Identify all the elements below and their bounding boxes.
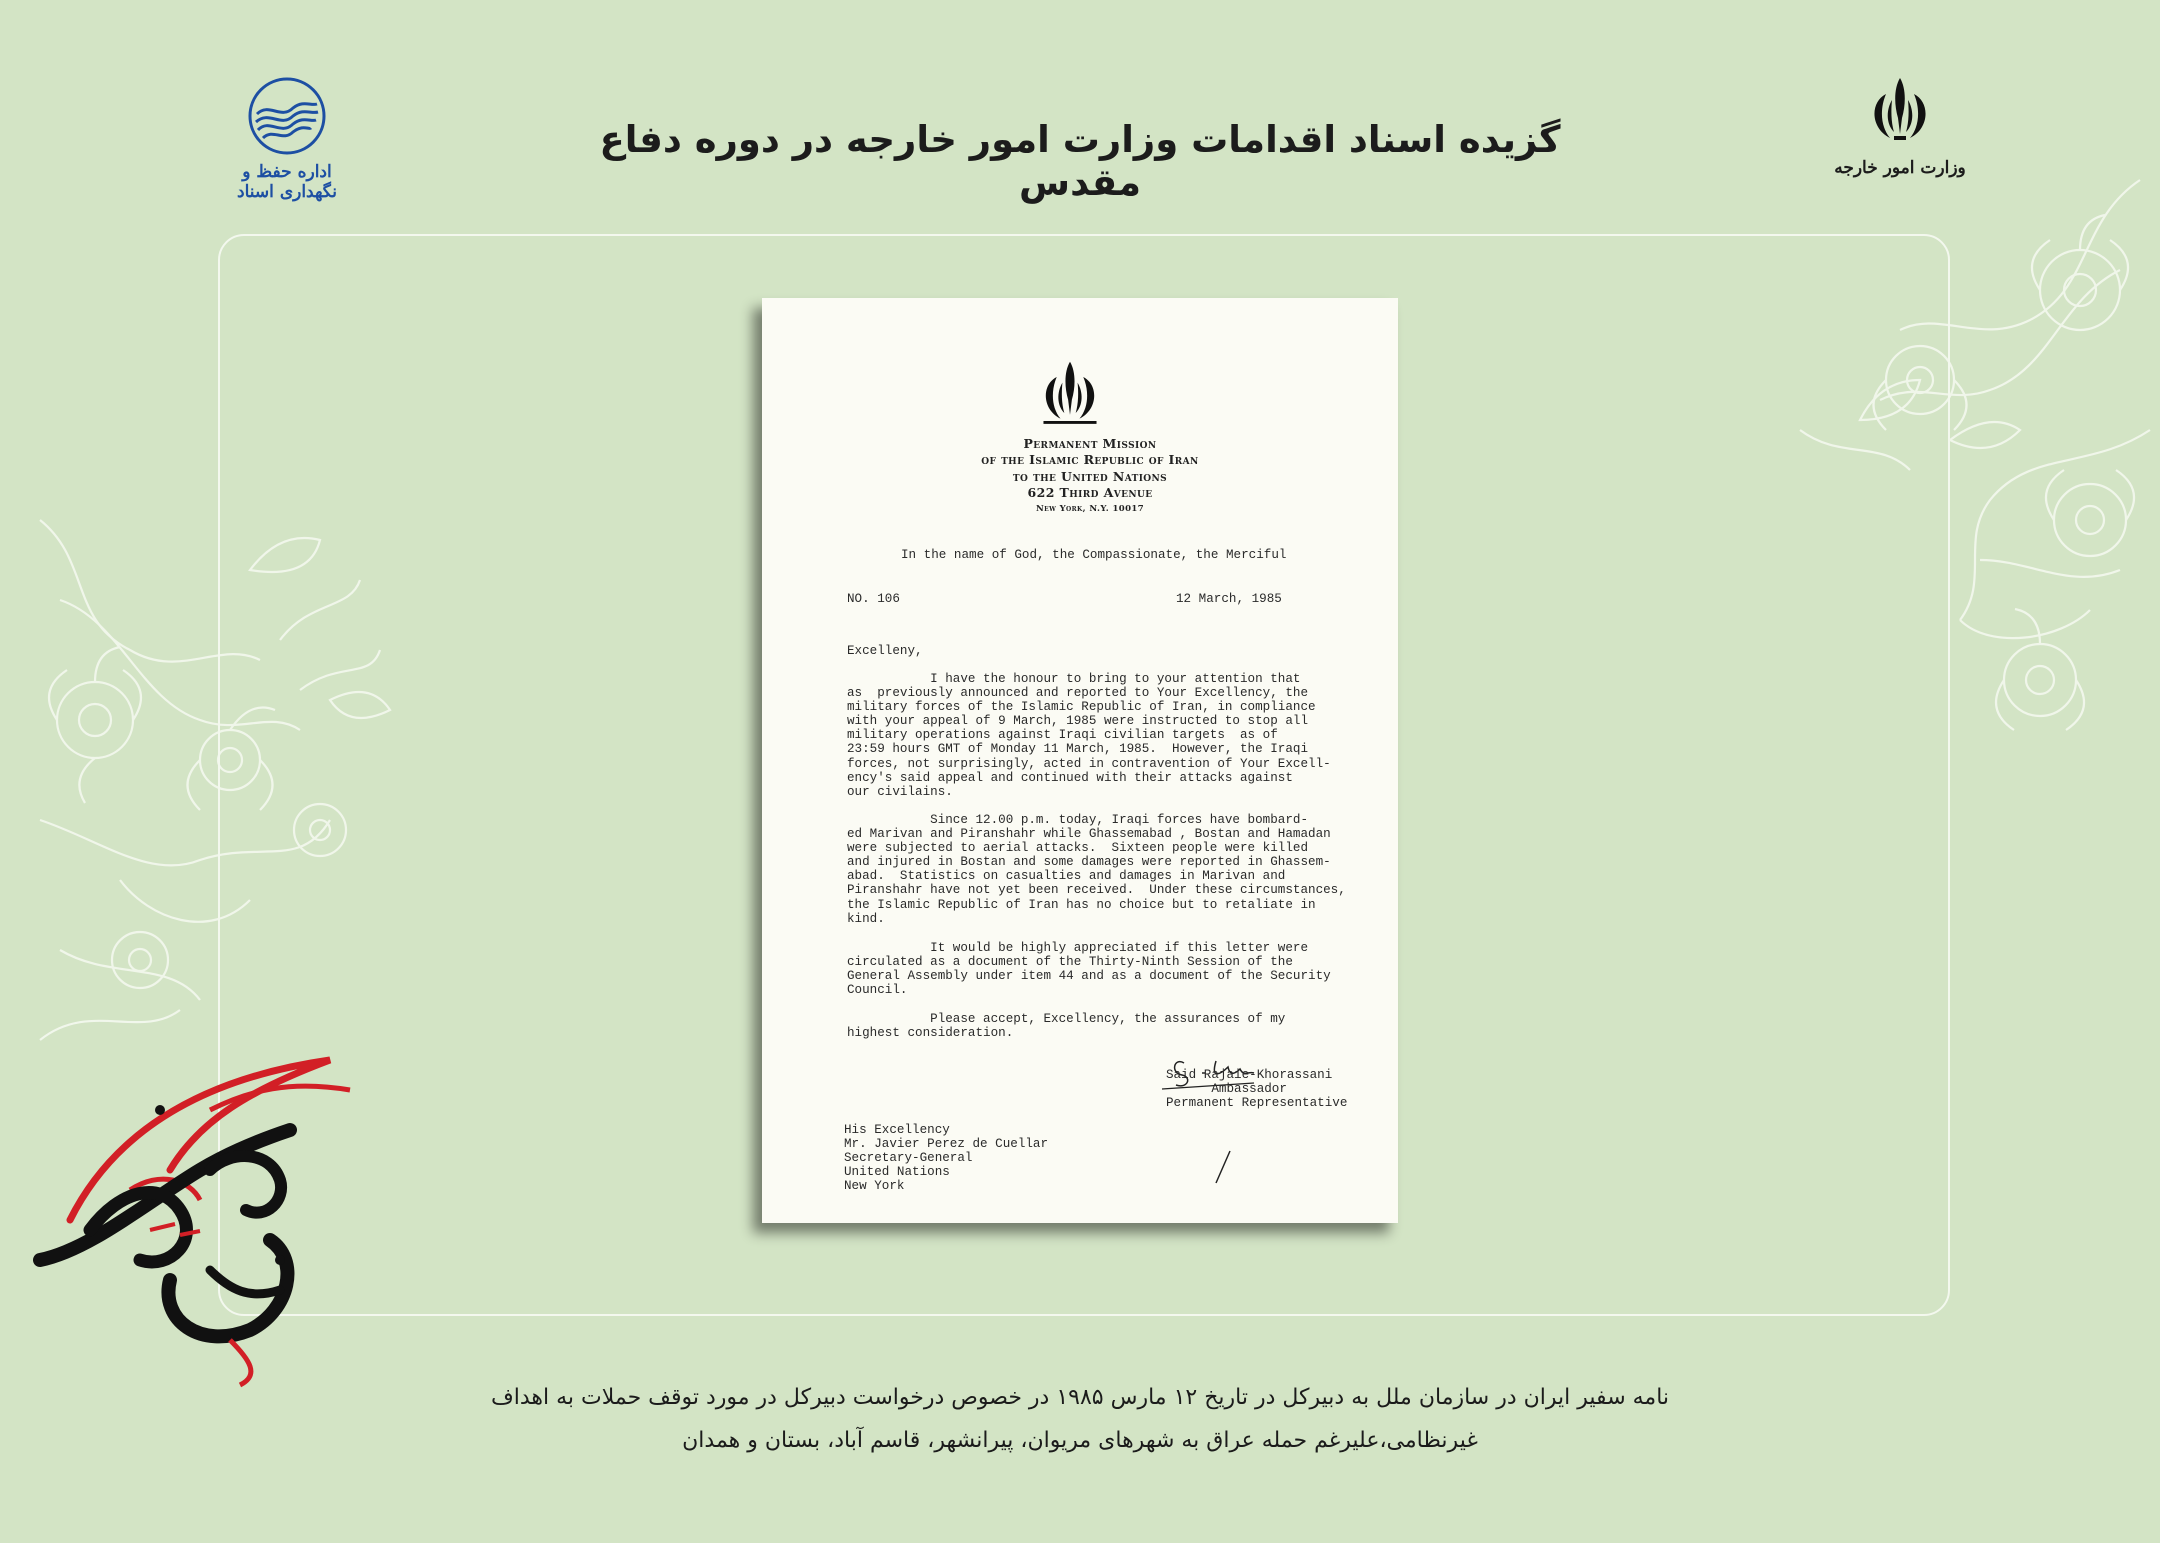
archive-department-logo [212, 76, 362, 202]
letter-number: NO. 106 [847, 592, 900, 606]
document-caption [330, 1376, 1830, 1462]
letter-paragraph-2: Since 12.00 p.m. today, Iraqi forces have bombard- ed Marivan and Piranshahr while Ghassemabad , Bostan and Hamadan were subjected to aerial attacks. Sixteen people were killed and injured in Bostan and some damages were reported in Ghassem- abad. Statistics on casualties and damages in Marivan and Piranshahr have not yet been received. Under these circumstances, the Islamic Republic of Iran has no choice but to retaliate in kind. [847, 813, 1346, 926]
wave-circle-icon [247, 76, 327, 156]
letter-paragraph-3: It would be highly appreciated if this letter were circulated as a document of the Thirty-Ninth Session of the General Assembly under item 44 and as a document of the Security Council. [847, 941, 1331, 998]
letter-greeting: Excelleny, [847, 644, 923, 658]
foreign-ministry-logo [1830, 74, 1970, 178]
page-title: گزیده اسناد اقدامات وزارت امور خارجه در دوره دفاع مقدس [599, 118, 1561, 204]
letter-date: 12 March, 1985 [1176, 592, 1282, 606]
letterhead [852, 436, 1328, 517]
letter-document [762, 298, 1398, 1223]
letterhead-line-2: of the Islamic Republic of Iran [981, 452, 1199, 468]
right-logo-caption: وزارت امور خارجه [1834, 158, 1966, 178]
letterhead-line-4: 622 Third Avenue [1027, 484, 1153, 500]
letterhead-line-5: New York, N.Y. 10017 [1035, 504, 1145, 515]
left-logo-caption: اداره حفظ و نگهداری اسناد [237, 162, 337, 202]
handwritten-signature [1144, 1033, 1304, 1193]
letter-paragraph-1: I have the honour to bring to your attention that as previously announced and reported to Your Excellency, the military forces of the Islamic Republic of Iran, in compliance with your appeal of 9 March, 1985 were instructed to stop all military operations against Iraqi civilian targets as of 23:59 hours GMT of Monday 11 March, 1985. However, the Iraqi forces, not surprisingly, acted in contravention of Your Excell- ency's said appeal and continued with their attacks against our civilains. [847, 672, 1331, 799]
letter-invocation: In the name of God, the Compassionate, the Merciful [901, 548, 1287, 562]
caption-line-1: نامه سفیر ایران در سازمان ملل به دبیرکل در تاریخ ۱۲ مارس ۱۹۸۵ در خصوص درخواست دبیرکل در مورد توقف حملات به اهداف [490, 1385, 1670, 1410]
letterhead-emblem-icon [1030, 358, 1110, 430]
iran-emblem-icon [1864, 74, 1936, 150]
letterhead-line-1: Permanent Mission [1023, 436, 1157, 451]
caption-line-2: غیرنظامی،علیرغم حمله عراق به شهرهای مریوان، پیرانشهر، قاسم آباد، بستان و همدان [682, 1428, 1478, 1453]
signature-block: Said Rajaie-Khorassani Ambassador Permanent Representative [1166, 1068, 1348, 1111]
addressee-block: His Excellency Mr. Javier Perez de Cuellar Secretary-General United Nations New York [844, 1123, 1049, 1194]
defa-moghaddas-calligraphy-logo [30, 1020, 390, 1390]
letterhead-line-3: to the United Nations [1012, 468, 1168, 484]
letter-paragraph-4: Please accept, Excellency, the assurances of my highest consideration. [847, 1012, 1286, 1041]
